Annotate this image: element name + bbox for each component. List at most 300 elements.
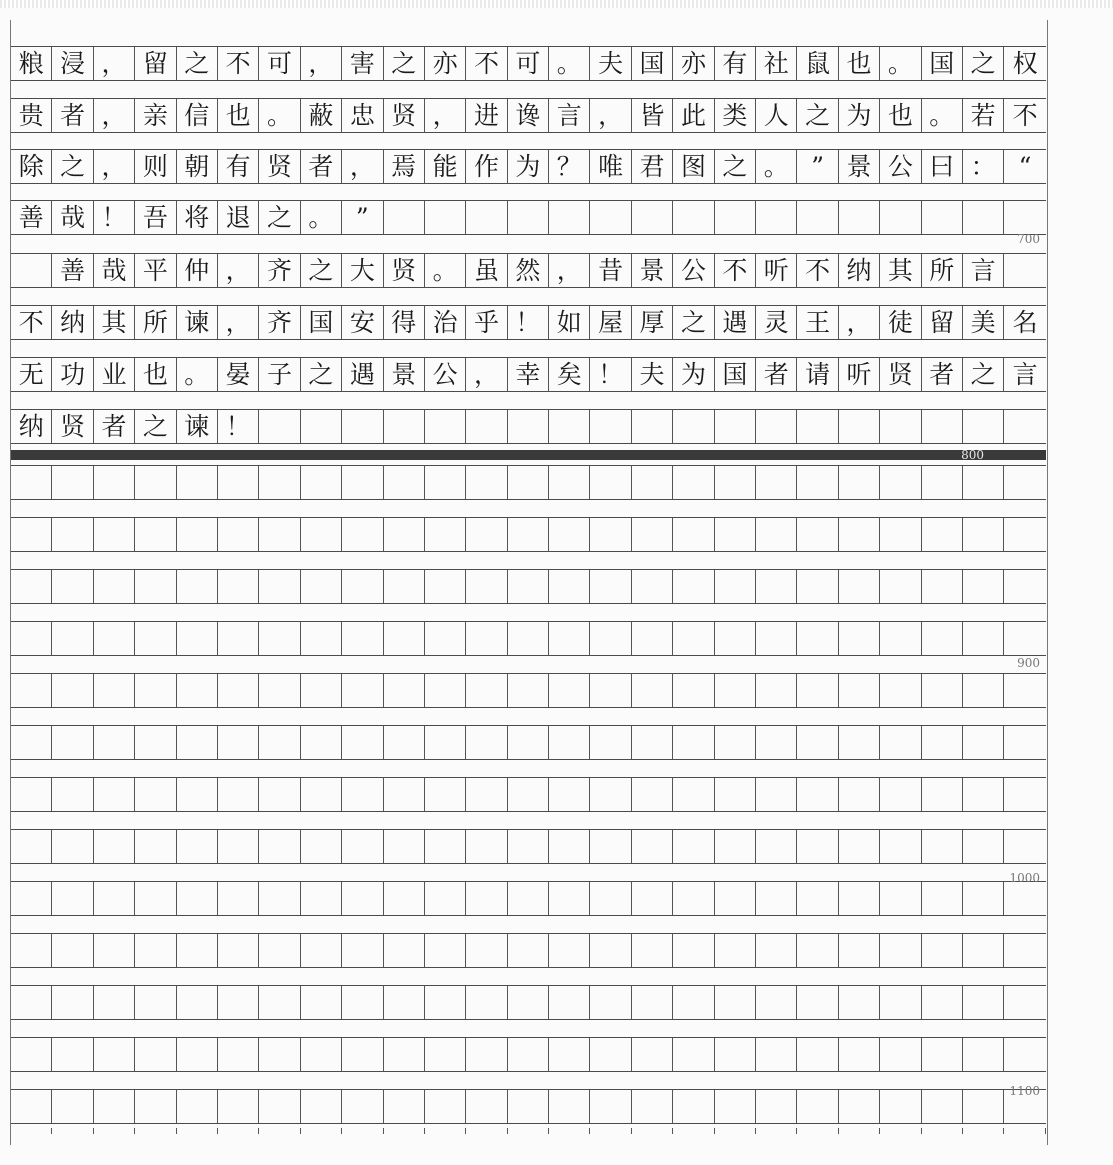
grid-cell: 子	[259, 358, 300, 391]
grid-cell	[425, 570, 466, 603]
grid-cell: 美	[963, 306, 1004, 339]
grid-cell: 虽	[466, 254, 507, 287]
grid-cell	[301, 882, 342, 915]
grid-cell	[1004, 726, 1045, 759]
grid-cell	[963, 882, 1004, 915]
grid-cell	[218, 674, 259, 707]
grid-cell	[259, 1090, 300, 1123]
grid-cell	[797, 986, 838, 1019]
grid-cell	[259, 674, 300, 707]
grid-cell	[1004, 674, 1045, 707]
grid-cell	[259, 726, 300, 759]
grid-cell: 不	[797, 254, 838, 287]
grid-cell: 善	[52, 254, 93, 287]
grid-cell	[94, 674, 135, 707]
grid-cell	[342, 622, 383, 655]
grid-cell	[880, 882, 921, 915]
grid-cell: 吾	[135, 201, 176, 234]
grid-cell	[466, 934, 507, 967]
grid-cell	[549, 830, 590, 863]
grid-cell: 有	[218, 150, 259, 183]
grid-cell: 纳	[11, 410, 52, 443]
grid-cell	[880, 674, 921, 707]
grid-cell: 蔽	[301, 99, 342, 132]
grid-cell	[301, 410, 342, 443]
grid-cell: 此	[673, 99, 714, 132]
grid-cell	[1004, 830, 1045, 863]
grid-cell: 所	[922, 254, 963, 287]
grid-cell	[632, 570, 673, 603]
grid-cell	[756, 518, 797, 551]
grid-cell	[673, 934, 714, 967]
grid-cell	[715, 1090, 756, 1123]
grid-cell	[94, 1038, 135, 1071]
grid-cell	[52, 622, 93, 655]
grid-cell	[756, 622, 797, 655]
grid-cell: 国	[301, 306, 342, 339]
grid-cell	[384, 1038, 425, 1071]
grid-cell	[342, 778, 383, 811]
grid-cell	[177, 622, 218, 655]
grid-cell: 也	[135, 358, 176, 391]
grid-cell	[549, 201, 590, 234]
grid-cell	[342, 1090, 383, 1123]
grid-cell	[94, 882, 135, 915]
grid-cell	[756, 986, 797, 1019]
grid-cell	[590, 466, 631, 499]
grid-cell	[673, 778, 714, 811]
grid-cell: 无	[11, 358, 52, 391]
grid-cell	[632, 674, 673, 707]
grid-cell	[259, 882, 300, 915]
grid-cell: 安	[342, 306, 383, 339]
grid-cell	[508, 466, 549, 499]
grid-cell: 谏	[177, 306, 218, 339]
grid-cell	[632, 410, 673, 443]
grid-cell: 者	[922, 358, 963, 391]
grid-cell	[259, 518, 300, 551]
grid-cell	[218, 570, 259, 603]
grid-cell	[135, 622, 176, 655]
grid-cell	[756, 674, 797, 707]
grid-cell: 纳	[839, 254, 880, 287]
grid-cell	[880, 466, 921, 499]
grid-cell: 也	[880, 99, 921, 132]
grid-cell: 者	[94, 410, 135, 443]
grid-cell: 。	[177, 358, 218, 391]
grid-cell	[1004, 778, 1045, 811]
grid-cell	[756, 410, 797, 443]
grid-cell	[11, 254, 52, 287]
grid-cell	[11, 466, 52, 499]
grid-cell	[839, 410, 880, 443]
grid-cell	[466, 1090, 507, 1123]
grid-cell	[135, 882, 176, 915]
grid-cell	[177, 1038, 218, 1071]
grid-cell: 所	[135, 306, 176, 339]
grid-cell	[11, 726, 52, 759]
grid-cell	[1004, 882, 1045, 915]
grid-cell	[880, 830, 921, 863]
grid-cell: ，	[218, 306, 259, 339]
grid-cell: ！	[508, 306, 549, 339]
grid-cell: 能	[425, 150, 466, 183]
grid-cell	[756, 1038, 797, 1071]
grid-cell: ，	[839, 306, 880, 339]
grid-cell	[756, 778, 797, 811]
grid-cell	[11, 570, 52, 603]
grid-cell	[52, 778, 93, 811]
grid-cell	[756, 570, 797, 603]
grid-cell: 为	[839, 99, 880, 132]
grid-cell	[673, 466, 714, 499]
grid-cell	[715, 466, 756, 499]
grid-cell: 晏	[218, 358, 259, 391]
grid-cell	[177, 778, 218, 811]
grid-cell	[590, 934, 631, 967]
word-count-marker-1100: 1100	[1009, 1084, 1040, 1098]
grid-cell	[922, 934, 963, 967]
grid-cell: 浸	[52, 47, 93, 80]
grid-cell	[797, 726, 838, 759]
grid-cell	[839, 622, 880, 655]
grid-cell	[508, 410, 549, 443]
grid-cell: 其	[880, 254, 921, 287]
grid-cell: 类	[715, 99, 756, 132]
grid-row	[11, 46, 1046, 81]
grid-cell	[425, 778, 466, 811]
grid-cell	[1004, 410, 1045, 443]
grid-cell	[590, 1090, 631, 1123]
grid-cell: 然	[508, 254, 549, 287]
grid-cell	[756, 882, 797, 915]
grid-cell	[797, 830, 838, 863]
grid-cell: ，	[549, 254, 590, 287]
grid-cell	[384, 830, 425, 863]
grid-row	[11, 200, 1046, 235]
grid-cell	[797, 778, 838, 811]
grid-cell: 景	[384, 358, 425, 391]
grid-cell	[590, 201, 631, 234]
grid-cell: 贤	[384, 99, 425, 132]
grid-cell	[259, 778, 300, 811]
grid-cell: ，	[301, 47, 342, 80]
grid-cell	[135, 778, 176, 811]
grid-cell	[425, 986, 466, 1019]
grid-cell: 言	[1012, 360, 1038, 389]
grid-cell: 则	[135, 150, 176, 183]
grid-cell	[466, 778, 507, 811]
grid-cell	[756, 830, 797, 863]
grid-cell	[632, 1090, 673, 1123]
grid-cell: 贤	[384, 254, 425, 287]
grid-cell	[135, 518, 176, 551]
grid-cell	[301, 518, 342, 551]
grid-cell: 将	[177, 201, 218, 234]
grid-cell	[963, 201, 1004, 234]
grid-cell	[384, 570, 425, 603]
grid-cell: 有	[715, 47, 756, 80]
grid-cell: 不	[466, 47, 507, 80]
grid-cell: 君	[632, 150, 673, 183]
grid-cell	[177, 674, 218, 707]
word-count-marker-800: 800	[961, 448, 984, 462]
grid-cell	[466, 410, 507, 443]
grid-cell	[425, 466, 466, 499]
grid-cell: 也	[839, 47, 880, 80]
grid-cell	[632, 1038, 673, 1071]
grid-cell	[11, 622, 52, 655]
grid-cell	[922, 986, 963, 1019]
grid-cell	[673, 986, 714, 1019]
grid-cell	[301, 570, 342, 603]
grid-cell	[922, 622, 963, 655]
grid-cell	[963, 570, 1004, 603]
grid-cell	[632, 778, 673, 811]
grid-cell: 王	[797, 306, 838, 339]
grid-cell: 景	[839, 150, 880, 183]
grid-cell: 也	[218, 99, 259, 132]
grid-cell: 。	[425, 254, 466, 287]
grid-cell: 听	[839, 358, 880, 391]
grid-cell	[466, 518, 507, 551]
grid-cell	[52, 986, 93, 1019]
grid-cell: ？	[549, 150, 590, 183]
grid-cell	[301, 778, 342, 811]
grid-cell	[11, 1090, 52, 1123]
grid-cell	[11, 1038, 52, 1071]
grid-cell	[715, 986, 756, 1019]
grid-cell	[11, 882, 52, 915]
grid-cell: 遇	[342, 358, 383, 391]
grid-cell	[425, 622, 466, 655]
grid-cell	[880, 410, 921, 443]
grid-cell	[342, 1038, 383, 1071]
grid-cell	[922, 518, 963, 551]
grid-cell	[1004, 934, 1045, 967]
grid-cell: 者	[52, 99, 93, 132]
grid-cell	[797, 1090, 838, 1123]
grid-cell	[1004, 254, 1045, 287]
grid-cell	[880, 1038, 921, 1071]
grid-cell	[590, 622, 631, 655]
grid-cell	[342, 570, 383, 603]
grid-cell	[549, 466, 590, 499]
grid-cell	[259, 934, 300, 967]
grid-cell: 请	[797, 358, 838, 391]
grid-cell	[52, 570, 93, 603]
grid-cell	[756, 466, 797, 499]
grid-cell: 得	[384, 306, 425, 339]
grid-cell: 景	[632, 254, 673, 287]
grid-cell	[508, 882, 549, 915]
grid-cell	[673, 830, 714, 863]
grid-cell	[797, 622, 838, 655]
grid-cell	[880, 201, 921, 234]
grid-cell	[549, 674, 590, 707]
grid-cell	[673, 570, 714, 603]
grid-cell: 焉	[384, 150, 425, 183]
grid-cell	[425, 674, 466, 707]
grid-cell	[715, 518, 756, 551]
grid-cell	[922, 466, 963, 499]
grid-cell: 善	[11, 201, 52, 234]
grid-cell: 之	[963, 358, 1004, 391]
grid-cell: ”	[797, 150, 838, 183]
grid-cell	[880, 986, 921, 1019]
grid-cell: 言	[963, 254, 1004, 287]
grid-cell: 之	[963, 47, 1004, 80]
grid-cell	[384, 674, 425, 707]
grid-cell	[839, 201, 880, 234]
grid-cell	[922, 882, 963, 915]
grid-cell	[466, 1038, 507, 1071]
grid-cell: 之	[135, 410, 176, 443]
grid-cell: 遇	[715, 306, 756, 339]
grid-cell	[384, 882, 425, 915]
grid-cell	[259, 570, 300, 603]
grid-cell	[590, 1038, 631, 1071]
grid-bottom-ticks	[11, 1128, 1046, 1134]
grid-cell	[549, 518, 590, 551]
grid-cell: 除	[11, 150, 52, 183]
grid-cell: 哉	[94, 254, 135, 287]
grid-cell	[259, 622, 300, 655]
grid-cell	[839, 1038, 880, 1071]
grid-cell	[839, 986, 880, 1019]
grid-cell	[94, 726, 135, 759]
grid-cell	[218, 778, 259, 811]
grid-cell: 。	[756, 150, 797, 183]
grid-cell	[756, 1090, 797, 1123]
grid-cell: 退	[218, 201, 259, 234]
grid-cell	[963, 1090, 1004, 1123]
grid-cell	[963, 410, 1004, 443]
grid-cell: 仲	[177, 254, 218, 287]
grid-cell	[839, 778, 880, 811]
grid-cell	[715, 410, 756, 443]
grid-cell: 留	[922, 306, 963, 339]
grid-cell	[177, 934, 218, 967]
grid-cell: 不	[1012, 101, 1038, 130]
grid-cell	[632, 466, 673, 499]
grid-cell: 亲	[135, 99, 176, 132]
grid-cell	[549, 778, 590, 811]
grid-cell	[11, 778, 52, 811]
grid-cell: 矣	[549, 358, 590, 391]
grid-cell	[880, 622, 921, 655]
grid-cell: ：	[963, 150, 1004, 183]
grid-cell	[342, 518, 383, 551]
grid-cell	[508, 674, 549, 707]
grid-cell	[425, 201, 466, 234]
grid-cell	[549, 986, 590, 1019]
grid-cell	[135, 570, 176, 603]
grid-cell	[922, 1090, 963, 1123]
grid-cell	[880, 778, 921, 811]
grid-cell: 。	[880, 47, 921, 80]
grid-cell	[218, 1090, 259, 1123]
grid-cell: 其	[94, 306, 135, 339]
grid-cell	[466, 570, 507, 603]
grid-cell: ，	[466, 358, 507, 391]
grid-cell	[94, 622, 135, 655]
grid-cell	[715, 201, 756, 234]
grid-cell	[590, 674, 631, 707]
grid-row	[11, 98, 1046, 133]
grid-cell	[839, 518, 880, 551]
grid-cell: 曰	[922, 150, 963, 183]
grid-cell	[425, 830, 466, 863]
grid-cell	[342, 882, 383, 915]
grid-cell: ，	[342, 150, 383, 183]
grid-cell: ，	[94, 150, 135, 183]
grid-cell	[839, 674, 880, 707]
grid-cell	[301, 466, 342, 499]
grid-cell	[797, 466, 838, 499]
grid-cell	[177, 570, 218, 603]
grid-cell: 哉	[52, 201, 93, 234]
grid-cell	[466, 882, 507, 915]
grid-cell	[632, 518, 673, 551]
grid-cell	[425, 1090, 466, 1123]
grid-cell	[508, 934, 549, 967]
grid-cell	[963, 1038, 1004, 1071]
grid-cell	[218, 830, 259, 863]
grid-cell	[11, 830, 52, 863]
grid-row	[11, 305, 1046, 340]
grid-cell: ，	[425, 99, 466, 132]
grid-cell	[301, 1090, 342, 1123]
grid-cell: 可	[508, 47, 549, 80]
grid-cell	[135, 986, 176, 1019]
grid-cell: 害	[342, 47, 383, 80]
grid-cell: 。	[922, 99, 963, 132]
grid-cell: 皆	[632, 99, 673, 132]
grid-cell: ，	[590, 99, 631, 132]
grid-cell	[963, 622, 1004, 655]
grid-cell	[715, 726, 756, 759]
grid-cell: 灵	[756, 306, 797, 339]
grid-cell: ！	[218, 410, 259, 443]
grid-cell	[135, 1038, 176, 1071]
grid-cell	[384, 726, 425, 759]
grid-cell: 为	[508, 150, 549, 183]
grid-cell	[797, 410, 838, 443]
grid-cell	[673, 1090, 714, 1123]
grid-cell: 国	[715, 358, 756, 391]
grid-cell	[301, 986, 342, 1019]
grid-cell	[52, 882, 93, 915]
grid-cell	[342, 726, 383, 759]
grid-cell	[549, 1038, 590, 1071]
grid-cell	[466, 986, 507, 1019]
grid-cell	[135, 934, 176, 967]
grid-cell	[839, 726, 880, 759]
grid-cell: 作	[466, 150, 507, 183]
grid-cell	[94, 986, 135, 1019]
grid-cell	[259, 1038, 300, 1071]
grid-row	[11, 933, 1046, 968]
grid-cell	[756, 726, 797, 759]
grid-cell	[218, 622, 259, 655]
grid-cell	[632, 882, 673, 915]
grid-cell: 齐	[259, 306, 300, 339]
grid-cell: 为	[673, 358, 714, 391]
grid-cell	[1004, 1038, 1045, 1071]
grid-cell	[922, 410, 963, 443]
grid-cell	[880, 518, 921, 551]
